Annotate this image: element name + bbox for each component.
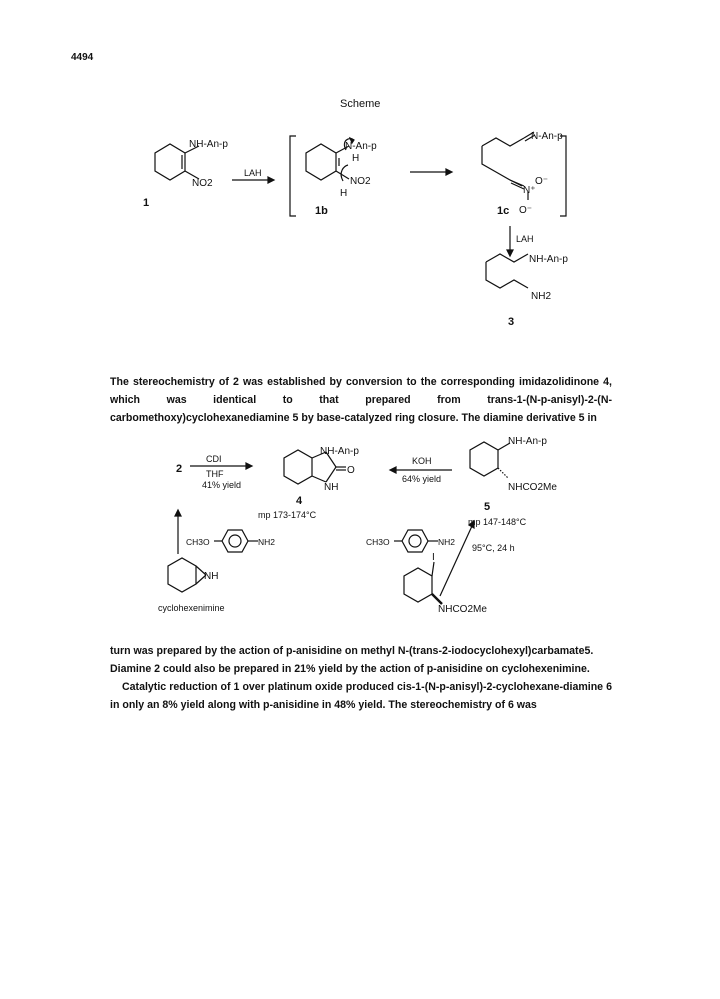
label-compound-1: 1 (143, 197, 150, 209)
anisidine-ring-right (402, 530, 428, 552)
cmpd1b-h-bottom: H (340, 188, 348, 199)
compound-1-ring (155, 144, 185, 180)
paragraph-1-text: The stereochemistry of 2 was established by conversion to the corresponding imidazolidinone 4, which was identical to that prepared from trans-1-(N-p-anisyl)-2-(N-carbomethoxy)cyclohexanediamine 5 by base-catalyzed ring closure. The diamine derivative 5 in (110, 376, 612, 424)
cmpd1-nh-an-p: NH-An-p (189, 139, 228, 150)
label-compound-2: 2 (176, 463, 183, 475)
yield-64-label: 64% yield (402, 474, 442, 484)
yield-41-label: 41% yield (202, 480, 242, 490)
mp-compound-4: mp 173-174°C (258, 510, 317, 520)
cmpd1c-o-minus-right: O⁻ (535, 176, 549, 187)
conditions-label: 95°C, 24 h (472, 543, 515, 553)
thf-label: THF (206, 469, 224, 479)
anisidine-ring-left (222, 530, 248, 552)
cmpd1c-n-an-p: N-An-p (531, 131, 563, 142)
label-compound-3: 3 (508, 316, 515, 328)
cmpd4-nh-an-p: NH-An-p (320, 446, 359, 457)
bracket-right (560, 136, 566, 216)
label-compound-1c: 1c (497, 205, 510, 217)
label-compound-5: 5 (484, 501, 491, 513)
cmpd3-nh-an-p: NH-An-p (529, 254, 568, 265)
bracket-left (290, 136, 296, 216)
cmpd4-o: O (347, 465, 355, 476)
anisidine-left-ch3o: CH3O (186, 537, 210, 547)
cmpd1c-o-minus-bottom: O⁻ (519, 205, 533, 216)
reaction-scheme-1 (0, 0, 720, 345)
cmpd1b-no2: NO2 (350, 176, 371, 187)
iodocarbamate-ring (404, 568, 432, 602)
anisidine-right-nh2: NH2 (438, 537, 456, 547)
anisidine-left-nh2: NH2 (258, 537, 276, 547)
label-compound-1b: 1b (315, 205, 328, 217)
paragraph-2-line-2: Diamine 2 could also be prepared in 21% yield by the action of p-anisidine on cyclohexenimine. (110, 663, 590, 675)
compound-1c-chain (482, 138, 524, 146)
cdi-label: CDI (206, 454, 222, 464)
label-compound-4: 4 (296, 495, 303, 507)
cyclohexenimine-nh: NH (204, 571, 219, 582)
cmpd3-nh2: NH2 (531, 291, 552, 302)
lah-label-2: LAH (516, 234, 534, 244)
cmpd1-no2: NO2 (192, 178, 213, 189)
paragraph-1 (110, 373, 612, 427)
paragraph-3: Catalytic reduction of 1 over platinum oxide produced cis-1-(N-p-anisyl)-2-cyclohexane-diamine 6 in only an 8% yield along with p-anisidine in 48% yield. The stereochemistry of 6 was (110, 681, 612, 711)
scheme-title: Scheme (340, 98, 381, 110)
cmpd5-nh-an-p: NH-An-p (508, 436, 547, 447)
anisidine-right-ch3o: CH3O (366, 537, 390, 547)
compound-3-chain (486, 254, 528, 262)
paragraph-2-line-1: turn was prepared by the action of p-anisidine on methyl N-(trans-2-iodocyclohexyl)carbamate5. (110, 645, 594, 657)
cmpd1c-n-plus: N⁺ (523, 185, 536, 196)
mp-compound-5: mp 147-148°C (468, 517, 527, 527)
cyclohexenimine-ring (168, 558, 196, 592)
cyclohexenimine-label: cyclohexenimine (158, 603, 225, 613)
koh-label: KOH (412, 456, 432, 466)
reaction-scheme-2 (0, 430, 720, 630)
compound-4-ring (284, 450, 312, 484)
compound-1b-ring (306, 144, 336, 180)
lah-label-1: LAH (244, 168, 262, 178)
cmpd4-nh: NH (324, 482, 339, 493)
compound-5-ring (470, 442, 498, 476)
cmpd1b-n-an-p: N-An-p (345, 141, 377, 152)
cmpd5-nhco2me: NHCO2Me (508, 482, 557, 493)
iodocarbamate-i: I (432, 552, 435, 563)
iodocarbamate-nhco2me: NHCO2Me (438, 604, 487, 615)
cmpd1b-h-top: H (352, 153, 360, 164)
paragraph-2 (110, 642, 612, 714)
page-number: 4494 (71, 52, 94, 63)
